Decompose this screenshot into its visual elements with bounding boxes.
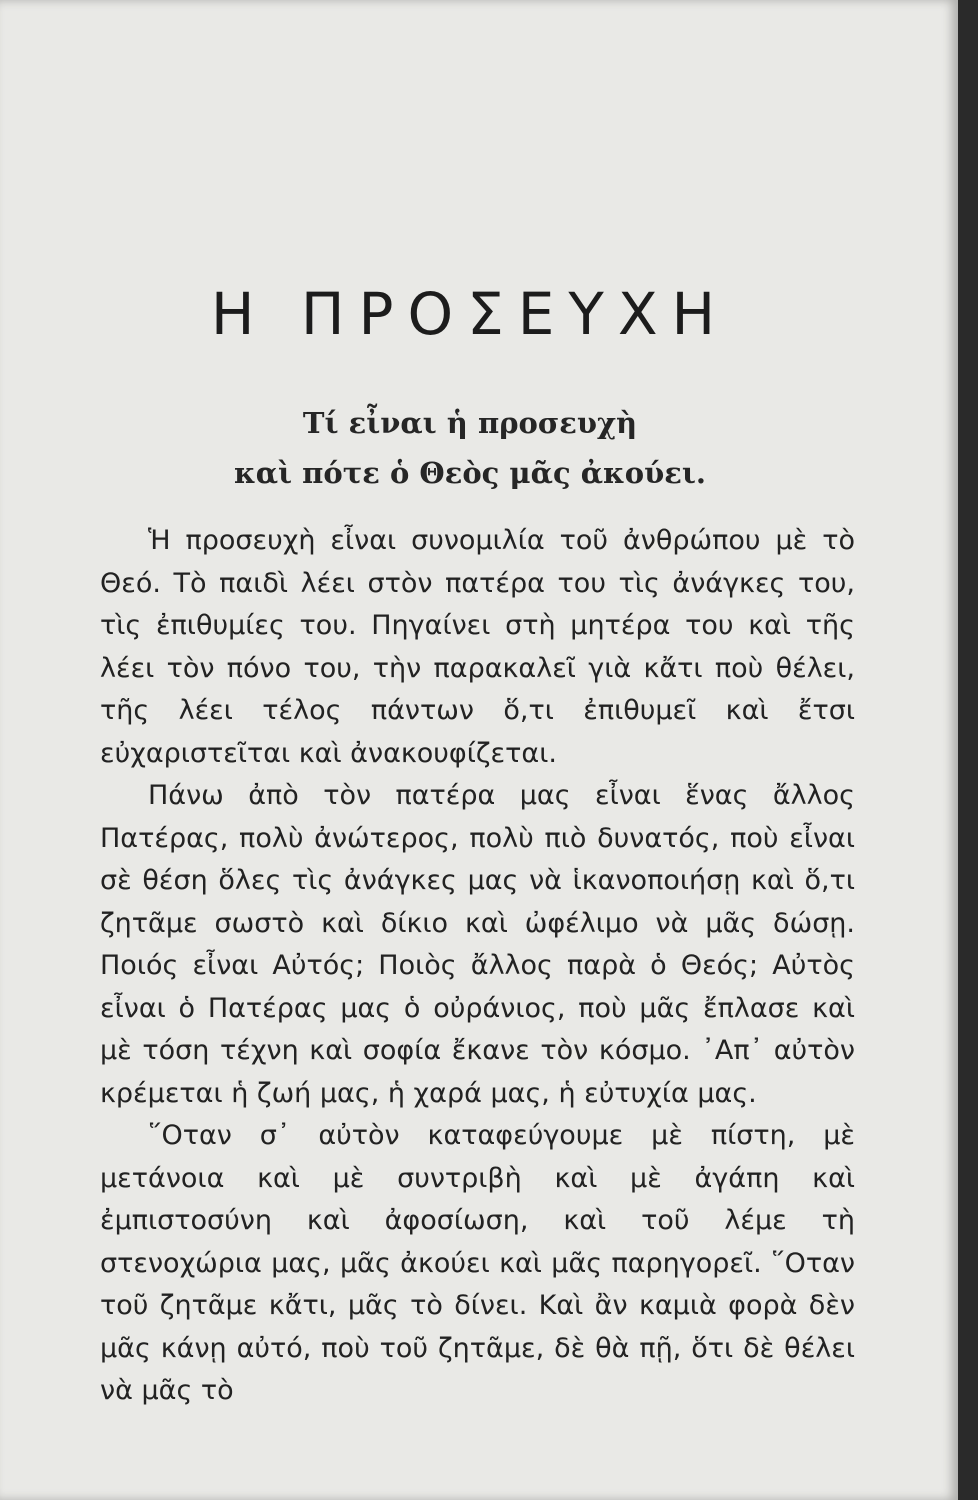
paragraph-3: ῞Οταν σ᾽ αὐτὸν καταφεύγουμε μὲ πίστη, μὲ μετάνοια καὶ μὲ συντριβὴ καὶ μὲ ἀγάπη καὶ ἐμπιστοσύνη καὶ ἀφοσίωση, καὶ τοῦ λέμε τὴ στενοχώρια μας, μᾶς ἀκούει καὶ μᾶς παρηγορεῖ. ῞Οταν τοῦ ζητᾶμε κἄτι, μᾶς τὸ δίνει. Καὶ ἂν καμιὰ φορὰ δὲν μᾶς κάνῃ αὐτό, ποὺ τοῦ ζητᾶμε, δὲ θὰ πῇ, ὅτι δὲ θέλει νὰ μᾶς τὸ xyxy=(100,1120,855,1406)
chapter-subtitle xyxy=(150,398,790,498)
subtitle-line-1: Τί εἶναι ἡ προσευχὴ xyxy=(302,406,638,440)
paragraph-2: Πάνω ἀπὸ τὸν πατέρα μας εἶναι ἕνας ἄλλος Πατέρας, πολὺ ἀνώτερος, πολὺ πιὸ δυνατός, ποὺ εἶναι σὲ θέση ὅλες τὶς ἀνάγκες μας νὰ ἱκανοποιήσῃ καὶ ὅ,τι ζητᾶμε σωστὸ καὶ δίκιο καὶ ὠφέλιμο νὰ μᾶς δώσῃ. Ποιός εἶναι Αὐτός; Ποιὸς ἄλλος παρὰ ὁ Θεός; Αὐτὸς εἶναι ὁ Πατέρας μας ὁ οὐράνιος, ποὺ μᾶς ἔπλασε καὶ μὲ τόση τέχνη καὶ σοφία ἔκανε τὸν κόσμο. ᾽Απ᾽ αὐτὸν κρέμεται ἡ ζωή μας, ἡ χαρά μας, ἡ εὐτυχία μας. xyxy=(100,780,855,1109)
paragraph-1: Ἡ προσευχὴ εἶναι συνομιλία τοῦ ἀνθρώπου μὲ τὸ Θεό. Τὸ παιδὶ λέει στὸν πατέρα του τὶς ἀνάγκες του, τὶς ἐπιθυμίες του. Πηγαίνει στὴ μητέρα του καὶ τῆς λέει τὸν πόνο του, τὴν παρακαλεῖ γιὰ κἄτι ποὺ θέλει, τῆς λέει τέλος πάντων ὅ,τι ἐπιθυμεῖ καὶ ἔτσι εὐχαριστεῖται καὶ ἀνακουφίζεται. xyxy=(100,525,855,769)
page-title: Η ΠΡΟΣΕΥΧΗ xyxy=(210,280,730,348)
subtitle-line-2: καὶ πότε ὁ Θεὸς μᾶς ἀκούει. xyxy=(234,456,706,490)
page-edge-shadow xyxy=(958,0,978,1500)
body-text xyxy=(100,520,855,1413)
